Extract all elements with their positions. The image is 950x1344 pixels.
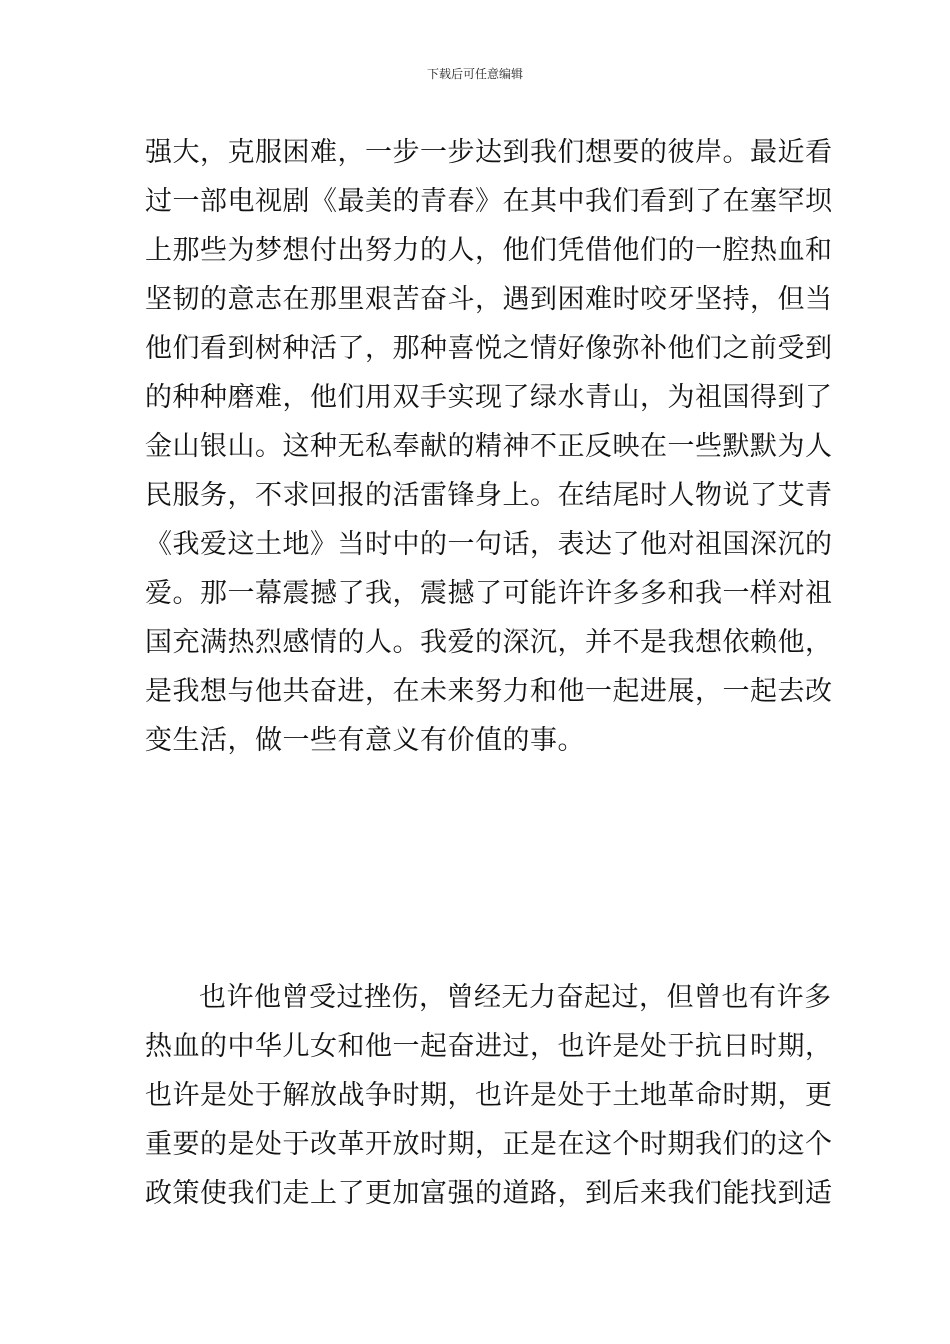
- paragraph-2: [145, 973, 833, 1218]
- paragraph-line: 政策使我们走上了更加富强的道路，到后来我们能找到适: [145, 1178, 833, 1209]
- paragraph-line: 也许他曾受过挫伤，曾经无力奋起过，但曾也有许多: [199, 982, 832, 1013]
- paragraph-line: 金山银山。这种无私奉献的精神不正反映在一些默默为人: [145, 431, 833, 462]
- paragraph-line: 变生活，做一些有意义有价值的事。: [145, 725, 585, 756]
- paragraph-line: 是我想与他共奋进，在未来努力和他一起进展，一起去改: [145, 676, 833, 707]
- paragraph-1: [145, 128, 833, 765]
- paragraph-line: 《我爱这土地》当时中的一句话，表达了他对祖国深沉的: [145, 529, 833, 560]
- paragraph-line: 重要的是处于改革开放时期，正是在这个时期我们的这个: [145, 1129, 833, 1160]
- paragraph-line: 他们看到树种活了，那种喜悦之情好像弥补他们之前受到: [145, 333, 833, 364]
- page-header: 下载后可任意编辑: [426, 67, 523, 81]
- paragraph-line: 爱。那一幕震撼了我，震撼了可能许许多多和我一样对祖: [145, 578, 833, 609]
- paragraph-line: 也许是处于解放战争时期，也许是处于土地革命时期，更: [145, 1080, 833, 1111]
- paragraph-line: 国充满热烈感情的人。我爱的深沉，并不是我想依赖他，: [145, 627, 833, 658]
- paragraph-line: 过一部电视剧《最美的青春》在其中我们看到了在塞罕坝: [145, 186, 833, 217]
- paragraph-line: 的种种磨难，他们用双手实现了绿水青山，为祖国得到了: [145, 382, 833, 413]
- paragraph-line: 上那些为梦想付出努力的人，他们凭借他们的一腔热血和: [145, 235, 833, 266]
- paragraph-line: 坚韧的意志在那里艰苦奋斗，遇到困难时咬牙坚持，但当: [145, 284, 833, 315]
- paragraph-line: 热血的中华儿女和他一起奋进过，也许是处于抗日时期，: [145, 1031, 833, 1062]
- paragraph-line: 强大，克服困难，一步一步达到我们想要的彼岸。最近看: [145, 137, 833, 168]
- paragraph-line: 民服务，不求回报的活雷锋身上。在结尾时人物说了艾青: [145, 480, 833, 511]
